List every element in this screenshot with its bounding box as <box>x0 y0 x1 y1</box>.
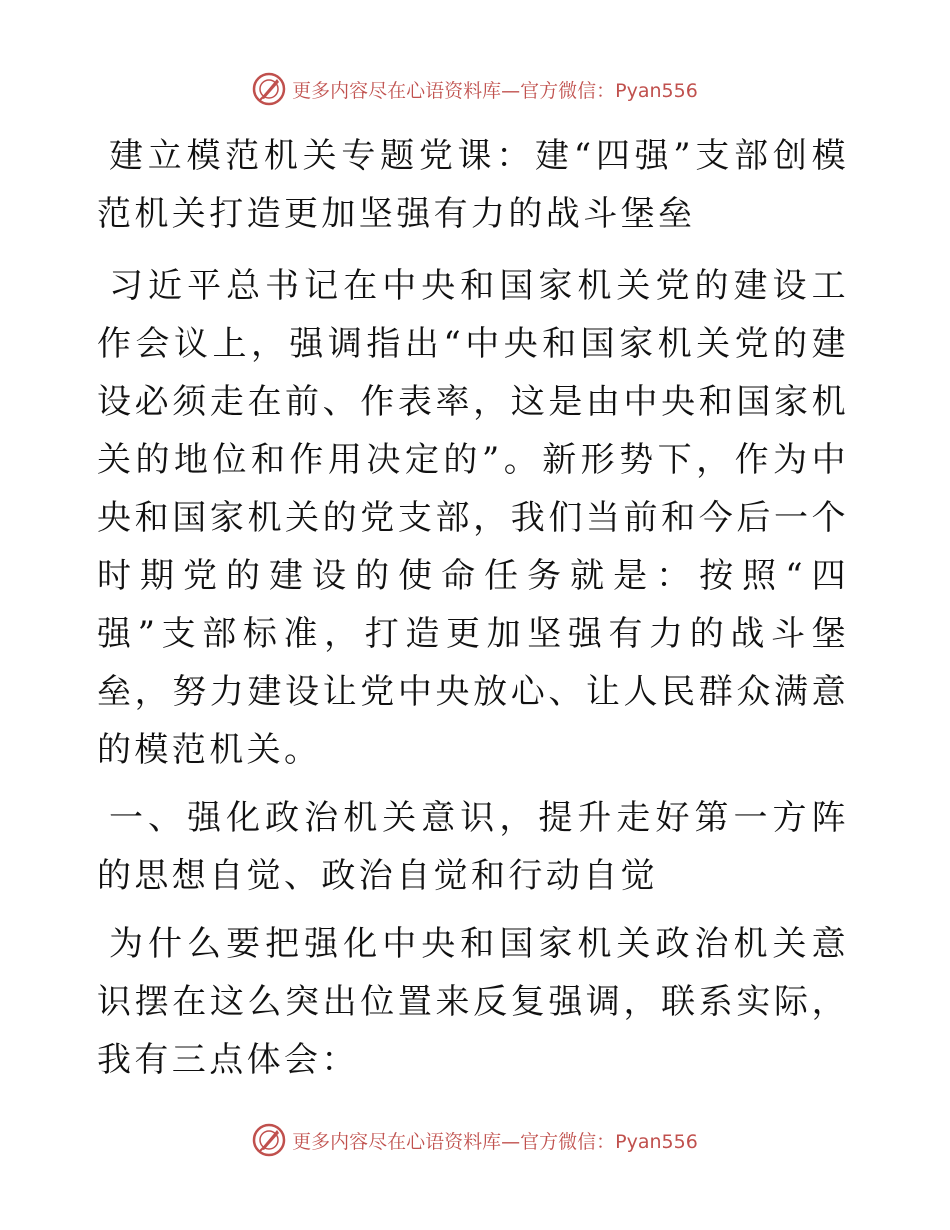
watermark-banner-bottom <box>0 1123 950 1157</box>
section-heading-1: 一、强化政治机关意识，提升走好第一方阵的思想自觉、政治自觉和行动自觉 <box>97 798 849 896</box>
paragraph-1: 习近平总书记在中央和国家机关党的建设工作会议上，强调指出“中央和国家机关党的建设必须走在前、作表率，这是由中央和国家机关的地位和作用决定的”。新形势下，作为中央和国家机关的党支部，我们当前和今后一个时期党的建设的使命任务就是：按照“四强”支部标准，打造更加坚强有力的战斗堡垒，努力建设让党中央放心、让人民群众满意的模范机关。 <box>97 266 849 770</box>
watermark-banner-top <box>0 72 950 106</box>
document-title: 建立模范机关专题党课：建“四强”支部创模范机关打造更加坚强有力的战斗堡垒 <box>97 136 849 234</box>
quill-seal-icon <box>252 72 286 106</box>
quill-seal-icon <box>252 1123 286 1157</box>
paragraph-2: 为什么要把强化中央和国家机关政治机关意识摆在这么突出位置来反复强调，联系实际，我有三点体会： <box>97 924 849 1080</box>
document-body <box>97 127 849 1099</box>
watermark-text: 更多内容尽在心语资料库—官方微信：Pyan556 <box>292 1130 698 1153</box>
watermark-text: 更多内容尽在心语资料库—官方微信：Pyan556 <box>292 79 698 102</box>
